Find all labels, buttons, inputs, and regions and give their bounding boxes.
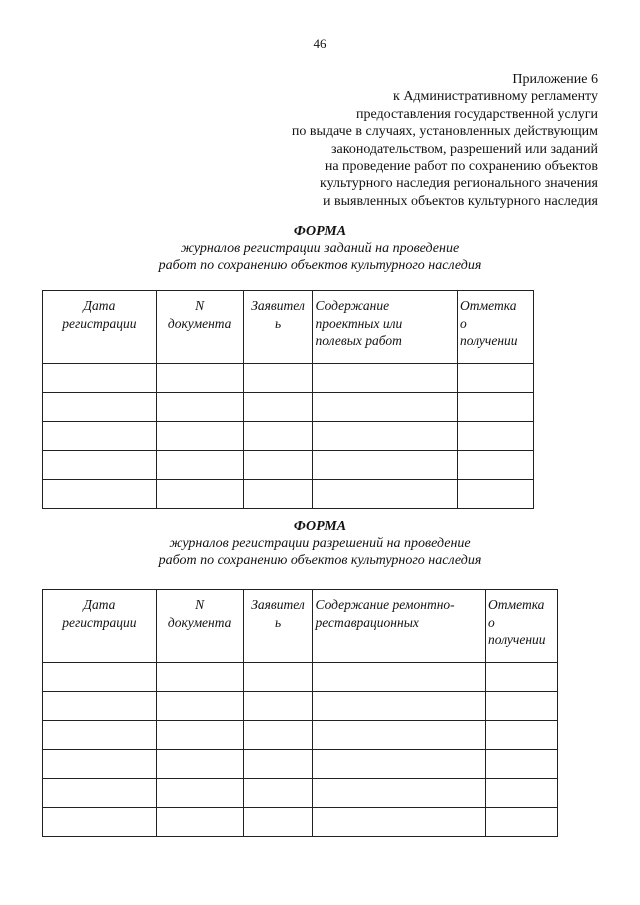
table-cell [458, 451, 534, 480]
table-cell [156, 393, 243, 422]
table-cell [313, 808, 486, 837]
table-cell [243, 663, 313, 692]
header-text: Дата [83, 298, 116, 313]
table-cell [486, 692, 558, 721]
table-cell [313, 480, 458, 509]
table-cell [313, 750, 486, 779]
tasks-register-table [42, 290, 534, 509]
table-cell [156, 364, 243, 393]
table-cell [156, 422, 243, 451]
header-text: ь [274, 614, 282, 630]
table-row [43, 663, 558, 692]
table-cell [243, 422, 313, 451]
table-cell [156, 721, 243, 750]
form-subtitle-line: работ по сохранению объектов культурного наследия [158, 553, 482, 568]
appendix-line: по выдаче в случаях, установленных действующим [291, 124, 598, 140]
table-header-row [43, 291, 534, 364]
table-cell [43, 451, 157, 480]
table-row [43, 779, 558, 808]
header-text: документа [167, 315, 232, 331]
form-title: ФОРМА [293, 519, 347, 534]
page-number: 46 [313, 36, 327, 51]
header-cell-receipt-mark [486, 590, 558, 663]
table-cell [486, 663, 558, 692]
header-text: ь [274, 315, 282, 331]
table-cell [43, 663, 157, 692]
appendix-line: Приложение 6 [512, 72, 598, 87]
table-cell [486, 779, 558, 808]
table-cell [43, 364, 157, 393]
appendix-line: к Административному регламенту [393, 89, 598, 105]
appendix-line: и выявленных объектов культурного наследия [323, 193, 598, 209]
table-cell [156, 692, 243, 721]
header-text: Содержание [315, 298, 390, 313]
form-heading-permits [0, 518, 640, 569]
table-row [43, 364, 534, 393]
table-cell [243, 480, 313, 509]
table-cell [43, 480, 157, 509]
table-row [43, 750, 558, 779]
table-cell [313, 663, 486, 692]
table-cell [243, 808, 313, 837]
form-subtitle-line: журналов регистрации разрешений на проведение [169, 536, 471, 551]
table-cell [43, 779, 157, 808]
header-text: проектных или [315, 315, 403, 331]
table-cell [43, 692, 157, 721]
table-cell [156, 663, 243, 692]
header-text: реставрационных [315, 614, 419, 630]
header-cell-applicant [243, 291, 313, 364]
header-text: о [460, 315, 467, 331]
table-cell [313, 692, 486, 721]
table-cell [313, 721, 486, 750]
header-text: Отметка [460, 298, 517, 313]
table-cell [486, 721, 558, 750]
table-cell [313, 422, 458, 451]
form-subtitle-line: работ по сохранению объектов культурного наследия [158, 258, 482, 273]
table-row [43, 480, 534, 509]
table-row [43, 721, 558, 750]
table-cell [43, 393, 157, 422]
header-text: N [195, 597, 205, 612]
table-row [43, 422, 534, 451]
table-header-row [43, 590, 558, 663]
header-cell-applicant [243, 590, 313, 663]
header-text: Содержание ремонтно- [315, 597, 455, 612]
header-text: получении [488, 632, 546, 647]
table-cell [486, 808, 558, 837]
table-cell [156, 779, 243, 808]
header-cell-content [313, 590, 486, 663]
table-row [43, 393, 534, 422]
table-cell [156, 480, 243, 509]
header-text: Дата [83, 597, 116, 612]
table-cell [313, 393, 458, 422]
table-cell [43, 721, 157, 750]
header-cell-receipt-mark [458, 291, 534, 364]
form-heading-tasks [0, 223, 640, 274]
header-cell-date [43, 590, 157, 663]
header-text: получении [460, 333, 518, 348]
form-subtitle-line: журналов регистрации заданий на проведение [180, 241, 460, 256]
table-cell [156, 808, 243, 837]
header-text: регистрации [62, 614, 137, 630]
header-cell-date [43, 291, 157, 364]
table-cell [313, 779, 486, 808]
appendix-line: на проведение работ по сохранению объектов [324, 159, 598, 175]
table-cell [243, 721, 313, 750]
table-cell [313, 451, 458, 480]
header-cell-doc-number [156, 291, 243, 364]
table-cell [243, 393, 313, 422]
appendix-line: предоставления государственной услуги [356, 106, 598, 122]
header-text: Заявител [251, 298, 305, 313]
table-cell [43, 808, 157, 837]
table-cell [156, 750, 243, 779]
header-text: полевых работ [315, 333, 402, 348]
table-row [43, 451, 534, 480]
table-cell [43, 750, 157, 779]
header-text: документа [167, 614, 232, 630]
table-cell [458, 422, 534, 451]
table-cell [458, 364, 534, 393]
table-cell [458, 480, 534, 509]
table-cell [313, 364, 458, 393]
appendix-header [198, 71, 598, 210]
header-cell-doc-number [156, 590, 243, 663]
header-cell-content [313, 291, 458, 364]
header-text: регистрации [62, 315, 137, 331]
header-text: о [488, 614, 495, 630]
table-cell [243, 451, 313, 480]
table-row [43, 692, 558, 721]
table-cell [243, 779, 313, 808]
table-cell [486, 750, 558, 779]
table-cell [243, 750, 313, 779]
form-title: ФОРМА [293, 224, 347, 239]
permits-register-table [42, 589, 558, 837]
table-cell [243, 692, 313, 721]
header-text: N [195, 298, 205, 313]
table-cell [243, 364, 313, 393]
header-text: Отметка [488, 597, 545, 612]
header-text: Заявител [251, 597, 305, 612]
table-cell [458, 393, 534, 422]
appendix-line: культурного наследия регионального значения [319, 176, 598, 192]
table-row [43, 808, 558, 837]
table-cell [43, 422, 157, 451]
appendix-line: законодательством, разрешений или заданий [331, 141, 598, 157]
table-cell [156, 451, 243, 480]
